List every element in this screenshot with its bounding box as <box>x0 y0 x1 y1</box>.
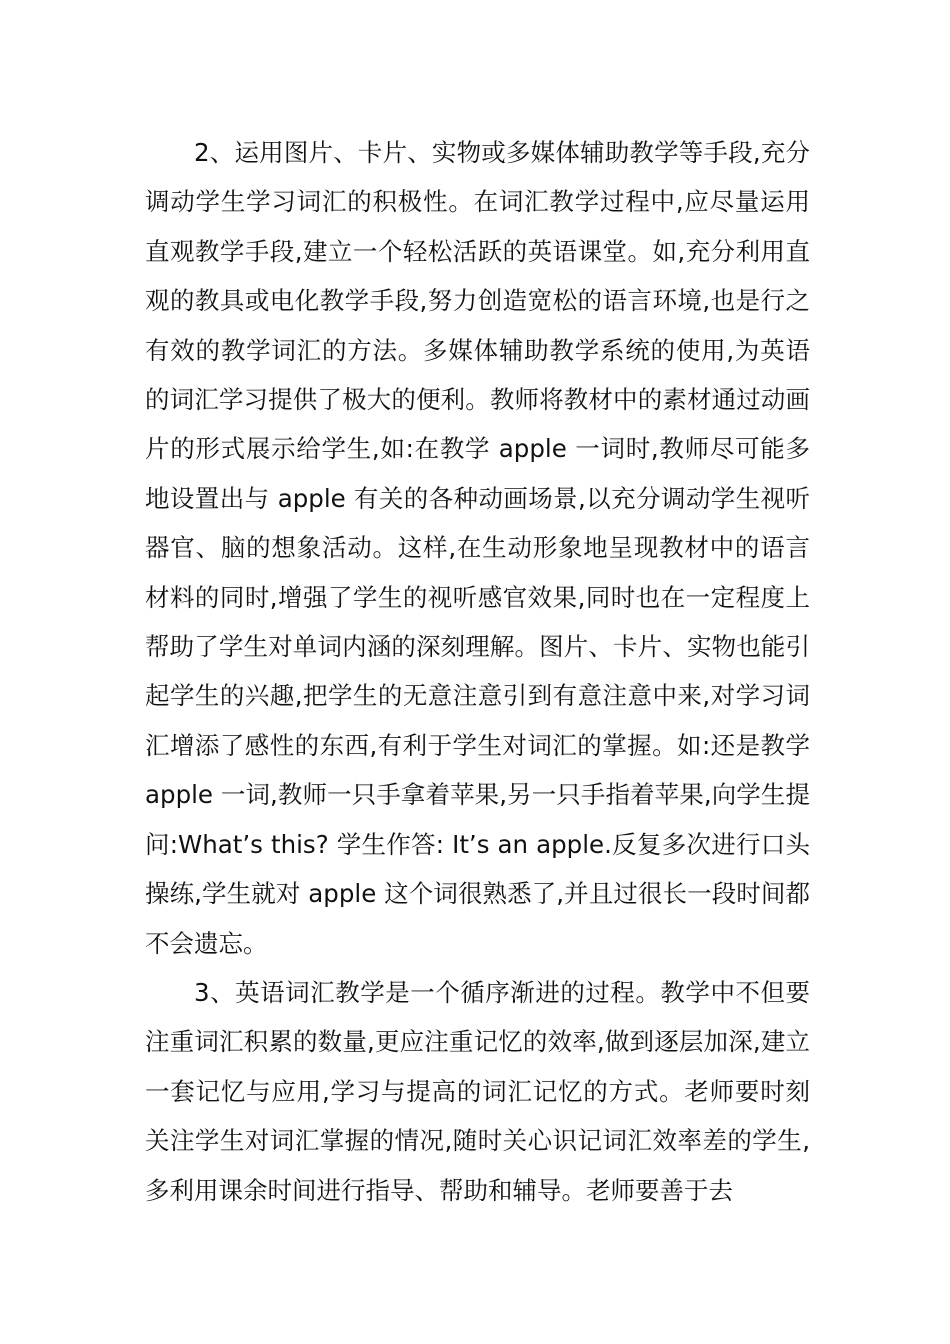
paragraph-2: 2、运用图片、卡片、实物或多媒体辅助教学等手段,充分调动学生学习词汇的积极性。在词汇教学过程中,应尽量运用直观教学手段,建立一个轻松活跃的英语课堂。如,充分利用直观的教具或电化教学手段,努力创造宽松的语言环境,也是行之有效的教学词汇的方法。多媒体辅助教学系统的使用,为英语的词汇学习提供了极大的便利。教师将教材中的素材通过动画片的形式展示给学生,如:在教学 apple 一词时,教师尽可能多地设置出与 apple 有关的各种动画场景,以充分调动学生视听器官、脑的想象活动。这样,在生动形象地呈现教材中的语言材料的同时,增强了学生的视听感官效果,同时也在一定程度上帮助了学生对单词内涵的深刻理解。图片、卡片、实物也能引起学生的兴趣,把学生的无意注意引到有意注意中来,对学习词汇增添了感性的东西,有利于学生对词汇的掌握。如:还是教学 apple 一词,教师一只手拿着苹果,另一只手指着苹果,向学生提问:What’s this? 学生作答: It’s an apple.反复多次进行口头操练,学生就对 apple 这个词很熟悉了,并且过很长一段时间都不会遗忘。 <box>145 138 810 958</box>
paragraph-3: 3、英语词汇教学是一个循序渐进的过程。教学中不但要注重词汇积累的数量,更应注重记忆的效率,做到逐层加深,建立一套记忆与应用,学习与提高的词汇记忆的方式。老师要时刻关注学生对词汇掌握的情况,随时关心识记词汇效率差的学生,多利用课余时间进行指导、帮助和辅导。老师要善于去 <box>145 977 810 1205</box>
document-body <box>145 128 810 1215</box>
